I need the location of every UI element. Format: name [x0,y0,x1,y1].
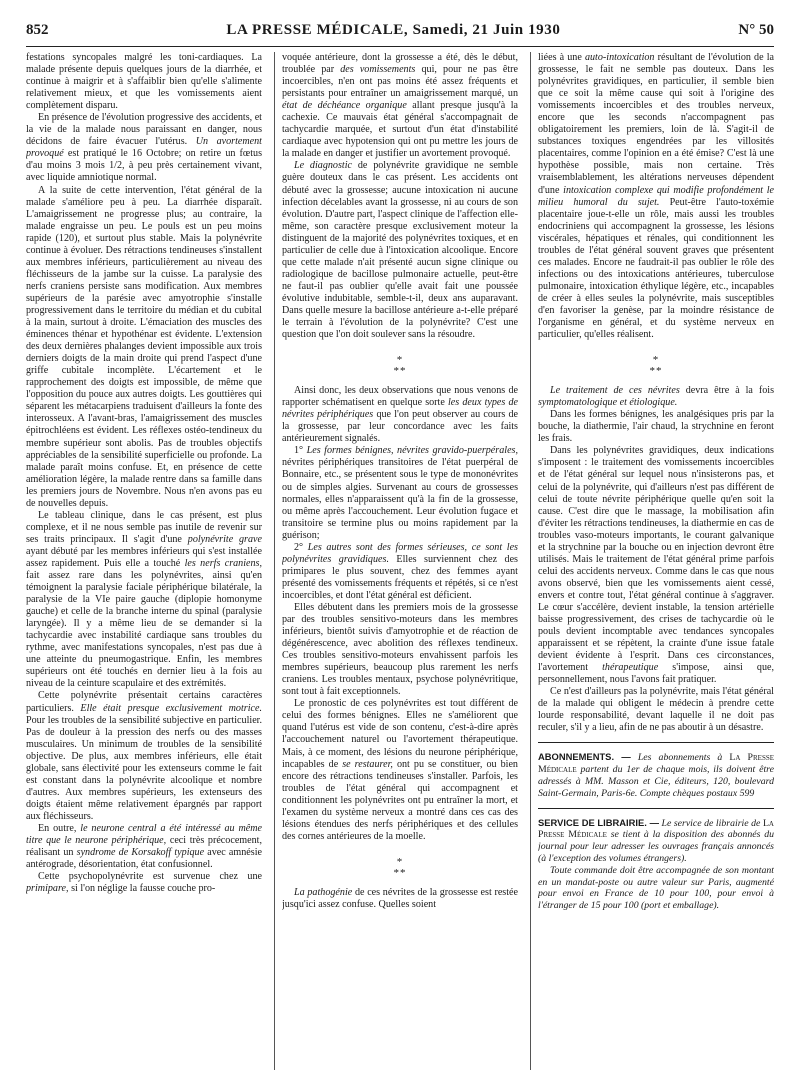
paragraph: Cette polynévrite présentait certains caractères particuliers. Elle était presque exclusivement motrice. Pour les troubles de la sensibilité subjective en particulier. Pas de douleur à la pression des nerfs ou des masses musculaires. Un minimum de troubles de la sensibilité objective. De plus, aux membres inférieurs, elle était globale, sans électivité pour les extenseurs comme le fait est constant dans la polynévrite alcoolique et nombre d'autres. Aux membres supérieurs, les extenseurs des doigts étaient même relativement épargnés par rapport aux fléchisseurs. [26,690,262,822]
column-separator-2 [530,52,531,1070]
paragraph: La pathogénie de ces névrites de la grossesse est restée jusqu'ici assez confuse. Quelles soient [282,886,518,910]
paragraph: liées à une auto-intoxication résultant de l'évolution de la grossesse, le fait ne semble pas douteux. Dans les polynévrites gravidiques, en particulier, il semble bien que ce soit la même cause qui soit à l'origine des vomissements incoercibles et des troubles nerveux, encore que les seconds n'accompagnent pas obligatoirement les premiers, loin de là. S'agit-il de substances toxiques engendrées par les villosités placentaires, comme l'opinion en a été émise? C'est là une hypothèse possible, mais non certaine. Très vraisemblablement, les altérations nerveuses dépendent d'une intoxication complexe qui modifie profondément le milieu humoral du sujet. Peut-être l'auto-toxémie placentaire joue-t-elle un rôle, mais aussi les troubles endocriniens qui accompagnent la grossesse, les lésions viscérales, hépatiques et rénales, qui conditionnent les troubles de l'état général souvent graves que présentent ces malades. Encore ne faudrait-il pas oublier le rôle des infections ou des intoxications antérieures, tuberculose pulmonaire, intoxication éthylique légère, etc., incapables de créer à elles seules la polynévrite, mais susceptibles d'en favoriser la genèse, par la moindre résistance de l'organisme en général, et du système nerveux en particulier, qu'elles réalisent. [538,52,774,341]
paragraph: Ce n'est d'ailleurs pas la polynévrite, mais l'état général de la malade qui obligent le médecin à prendre cette lourde responsabilité, devant laquelle il ne doit pas reculer, s'il y a lieu, afin de ne pas aboutir à un désastre. [538,686,774,734]
paragraph: 1° Les formes bénignes, névrites gravido-puerpérales, névrites périphériques transitoires de l'état puerpéral de Bonnaire, etc., se présentent sous le type de mononévrites ou de simples algies. Survenant au cours de grossesses normales, elles n'apparaissent qu'à la fin de la grossesse, ou même après l'accouchement. Leur évolution fugace et transitoire se termine plus ou moins rapidement par la guérison; [282,445,518,541]
paragraph: En présence de l'évolution progressive des accidents, et la vie de la malade nous paraissant en danger, nous décidons de faire évacuer l'utérus. Un avortement provoqué est pratiqué le 16 Octobre; on retire un fœtus d'au moins 3 mois 1/2, à peu près certainement vivant, avec liquide amniotique normal. [26,112,262,184]
paragraph: Elles débutent dans les premiers mois de la grossesse par des troubles sensitivo-moteurs dans les membres inférieurs, bientôt suivis d'amyotrophie et de réaction de dégénérescence, avec abolition des réflexes tendineux. Ces troubles sensitivo-moteurs envahissent parfois les membres supérieurs, beaucoup plus rarement les nerfs craniens. Les troubles mentaux, psychose polynévritique, sont tout à fait exceptionnels. [282,601,518,698]
library-service-notice: SERVICE DE LIBRAIRIE. — Le service de librairie de La Presse Médicale se tient à la disposition des abonnés du journal pour leur adresser les ouvrages français annoncés (à l'exception des volumes étrangers). Toute commande doit être accompagnée de son montant en un mandat-poste ou autre valeur sur Paris, augmenté pour envoi en France de 10 pour 100, pour envoi à l'étranger de 15 pour 100 (port et emballage). [538,816,774,912]
section-asterism: * ** [393,354,407,378]
journal-title: LA PRESSE MÉDICALE, Samedi, 21 Juin 1930 [226,22,561,38]
paragraph: En outre, le neurone central a été intéressé au même titre que le neurone périphérique, ceci très précocement, réalisant un syndrome de Korsakoff typique avec amnésie antérograde, désorientation, état confusionnel. [26,823,262,871]
paragraph: festations syncopales malgré les toni-cardiaques. La malade présente depuis quelques jours de la diarrhée, et continue à maigrir et à s'affaiblir bien qu'elle s'alimente relativement mieux, et que les vomissements aient complètement disparu. [26,52,262,112]
header-rule [26,46,774,47]
box-rule [538,808,774,809]
paragraph: voquée antérieure, dont la grossesse a été, dès le début, troublée par des vomissements qui, pour ne pas être incoercibles, n'en ont pas moins été assez fréquents et persistants pour entraîner un amaigrissement marqué, un état de déchéance organique allant presque jusqu'à la cachexie. Ce mauvais état général s'accompagnait de tachycardie marquée, et surtout d'un état d'instabilité cardiaque avec hypotension qui ont pu mettre les jours de la malade en danger et justifier un avortement provoqué. [282,52,518,160]
issue-number: N° 50 [738,22,774,38]
paragraph: Dans les formes bénignes, les analgésiques pris par la bouche, la diathermie, l'air chaud, la strychnine en feront les frais. [538,409,774,445]
subscriptions-notice: ABONNEMENTS. — Les abonnements à La Presse Médicale partent du 1er de chaque mois, ils doivent être adressés à MM. Masson et Cie, éditeurs, 120, boulevard Saint-Germain, Paris-6e. Compte chèques postaux 599 [538,751,774,799]
paragraph: Dans les polynévrites gravidiques, deux indications s'imposent : le traitement des vomissements incoercibles et de l'état général sur lequel nous n'insisterons pas, et celui de la polynévrite, qui d'ailleurs n'est pas différent de celui de toute névrite périphérique quelle qu'en soit la cause. C'est dire que le massage, la mobilisation afin d'éviter les rétractions tendineuses, la diathermie en cas de troubles vaso-moteurs importants, le courant galvanique et la strychnine par la bouche ou en injection devront être utilisés. Mais le traitement de l'état général prime parfois celui des accidents nerveux. Comme dans le cas que nous avons observé, bien que les vomissements aient cessé, envers et contre tout, l'état général continue à s'aggraver. Le cœur s'accélère, devient instable, la tension artérielle baisse progressivement, des crises de tachycardie où le pouls devient incomptable avec tendances syncopales apparaissent et se répètent, la crainte d'une issue fatale devient évidente à l'esprit. Dans ces circonstances, l'avortement thérapeutique s'impose, ainsi que, personnellement, nous l'avons fait pratiquer. [538,445,774,686]
column-3 [538,52,774,1070]
column-2 [282,52,518,1070]
paragraph: Cette psychopolynévrite est survenue chez une primipare, si l'on néglige la fausse couche pro- [26,871,262,895]
page-header [26,22,774,44]
paragraph: A la suite de cette intervention, l'état général de la malade s'améliore peu à peu. La diarrhée disparaît. L'amaigrissement ne progresse plus; au contraire, la malade engraisse un peu. Le pouls est un peu moins rapide (120), et surtout plus stable. Mais la polynévrite continue à évoluer. Des rétractions tendineuses s'installent aux membres inférieurs, particulièrement au niveau des fléchisseurs de la jambe sur la cuisse. La paralysie des nerfs craniens persiste sans modification. Aux membres supérieurs de la parésie avec amyotrophie s'installe progressivement dans le territoire du médian et du cubital à la main, surtout à droite. L'émaciation des muscles des éminences thénar et hypothénar est évidente. L'extension des deux dernières phalanges devient impossible aux trois derniers doigts de la main droite qui prend l'aspect d'une griffe cubitale incomplète. L'écartement et le rapprochement des doigts est impossible, de même que l'opposition du pouce aux autres doigts. Les gouttières qui séparent les métacarpiens traduisent d'ailleurs la fonte des interosseux. A l'avant-bras, l'amaigrissement des muscles épitrochléens est évident. Les réflexes ostéo-tendineux du membre supérieur sont abolis. Pas de troubles objectifs appréciables de la sensibilité superficielle ou profonde. La malade paraît moins confuse. Et, en présence de cette amélioration légère, la malade rentre dans sa famille dans les premiers jours de Novembre. Nous n'en avons pas eu de nouvelles depuis. [26,184,262,509]
paragraph: Ainsi donc, les deux observations que nous venons de rapporter schématisent en quelque sorte les deux types de névrites périphériques que l'on peut observer au cours de la grossesse, par leur concordance avec les faits antérieurement signalés. [282,385,518,445]
column-separator-1 [274,52,275,1070]
box-rule [538,742,774,743]
paragraph: Le traitement de ces névrites devra être à la fois symptomatologique et étiologique. [538,385,774,409]
paragraph: Le pronostic de ces polynévrites est tout différent de celui des formes bénignes. Elles ne s'améliorent que quand l'utérus est vide de son contenu, c'est-à-dire après l'accouchement naturel ou l'avortement thérapeutique. Mais, à ce moment, des lésions du neurone périphérique, incapables de se restaurer, ont pu se constituer, ou bien encore des rétractions tendineuses s'installer. Parfois, les troubles de l'état général qui accompagnent et conditionnent les polynévrites ont pu entraîner la mort, et l'examen du système nerveux a montré dans ces cas des lésions étendues des nerfs périphériques et des cellules des cornes antérieures de la moelle. [282,698,518,842]
section-asterism: * ** [649,354,663,378]
column-1 [26,52,262,1070]
page-number: 852 [26,22,49,38]
paragraph: Le diagnostic de polynévrite gravidique ne semble guère douteux dans le cas présent. Les accidents ont débuté avec la grossesse; aucune intoxication ni aucune infection décelables avant la grossesse, ni au cours de son évolution. D'autre part, l'aspect clinique de l'affection elle-même, son caractère presque exclusivement moteur la distinguent de la majorité des polynévrites toxiques, et en particulier de celle due à l'intoxication alcoolique. Encore que cette malade n'ait présenté aucun signe clinique ou radiologique de bacillose pulmonaire actuelle, peut-être ne faut-il pas oublier qu'elle avait fait une poussée évolutive indubitable, semble-t-il, deux ans auparavant. Dans quelle mesure la bacillose antérieure a-t-elle préparé le terrain à l'évolution de la polynévrite? C'est une question que l'on doit soulever sans la résoudre. [282,160,518,341]
paragraph: Le tableau clinique, dans le cas présent, est plus complexe, et il ne nous semble pas inutile de revenir sur ses traits principaux. Il s'agit d'une polynévrite grave ayant débuté par les membres inférieurs qui s'est installée assez rapidement. Puis elle a touché les nerfs craniens, fait assez rare dans les polynévrites, ainsi qu'en témoignent la paralysie faciale périphérique bilatérale, la paralysie de la VIe paire gauche (diplopie homonyme gauche) et celle de la branche interne du spinal (paralysie laryngée). Il y a même lieu de se demander si la tachycardie avec instabilité cardiaque sans troubles du rythme, avec manifestations syncopales, n'est pas due à une atteinte du pneumogastrique. Enfin, les membres supérieurs ont été touchés en dernier lieu à la fois au niveau de la ceinture scapulaire et des extrémités. [26,509,262,690]
section-asterism: * ** [393,855,407,879]
paragraph: 2° Les autres sont des formes sérieuses, ce sont les polynévrites gravidiques. Elles surviennent chez des primipares le plus souvent, chez des femmes ayant présenté des vomissements fréquents et répétés, si ce n'est incoercibles, et dont l'état général est déficient. [282,541,518,601]
